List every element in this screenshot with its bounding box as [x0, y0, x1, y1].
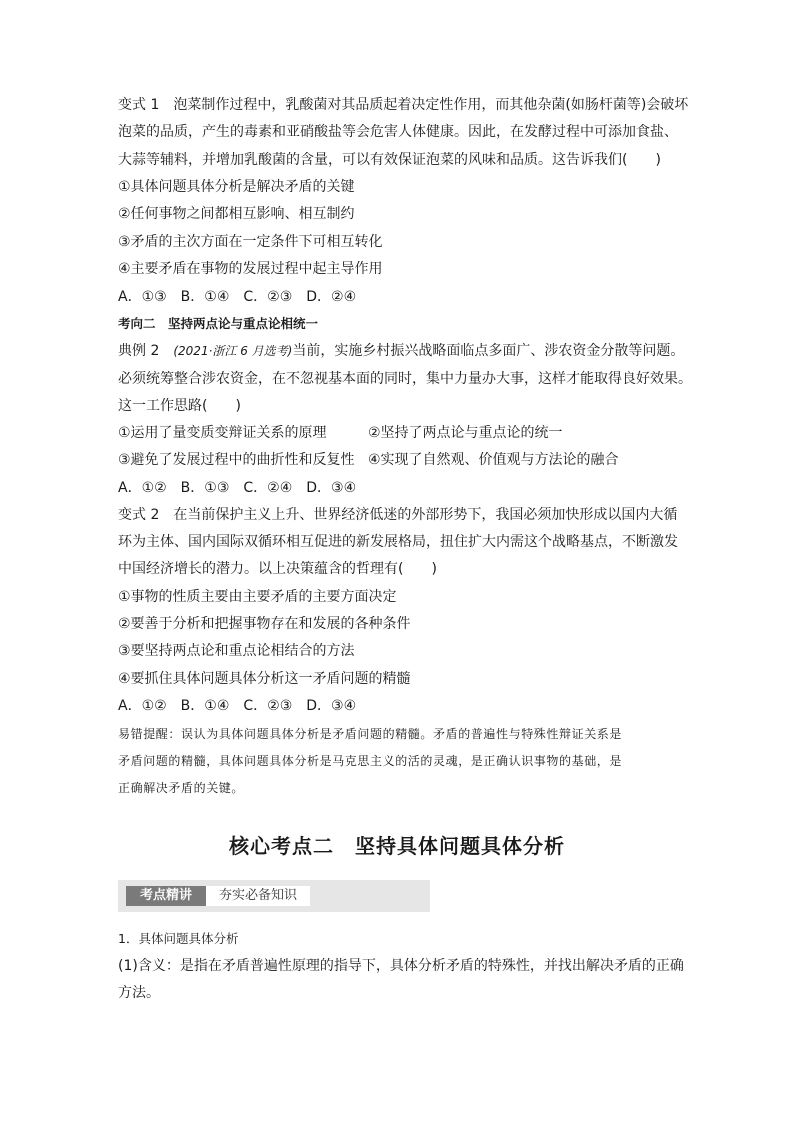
tip-line-2: 矛盾问题的精髓，具体问题具体分析是马克思主义的活的灵魂，是正确认识事物的基础，是 — [118, 754, 623, 768]
core-definition-line-2: 方法。 — [118, 985, 160, 1001]
core-definition-line-1: (1)含义：是指在矛盾普遍性原理的指导下，具体分析矛盾的特殊性，并找出解决矛盾的正确 — [118, 958, 684, 974]
tip-line-1: 易错提醒：误认为具体问题具体分析是矛盾问题的精髓。矛盾的普遍性与特殊性辩证关系是 — [118, 727, 623, 741]
banner-label-dark: 考点精讲 — [126, 886, 206, 906]
example2-option-2: ②坚持了两点论与重点论的统一 — [368, 425, 563, 441]
variant1-option-4: ④主要矛盾在事物的发展过程中起主导作用 — [118, 261, 383, 277]
variant1-line-1: 变式 1 泡菜制作过程中，乳酸菌对其品质起着决定性作用，而其他杂菌(如肠杆菌等)会破坏 — [118, 97, 689, 113]
banner-label-light: 夯实必备知识 — [206, 886, 310, 906]
example2-option-4: ④实现了自然观、价值观与方法论的融合 — [368, 452, 619, 468]
variant1-option-2: ②任何事物之间都相互影响、相互制约 — [118, 206, 355, 222]
example2-option-3: ③避免了发展过程中的曲折性和反复性 — [118, 452, 355, 468]
example2-options-row-1 — [118, 424, 563, 442]
variant2-line-1: 变式 2 在当前保护主义上升、世界经济低迷的外部形势下，我国必须加快形成以国内大循 — [118, 507, 678, 523]
tip-line-3: 正确解决矛盾的关键。 — [118, 781, 245, 795]
variant1-line-2: 泡菜的品质，产生的毒素和亚硝酸盐等会危害人体健康。因此，在发酵过程中可添加食盐、 — [118, 124, 678, 140]
variant2-option-1: ①事物的性质主要由主要矛盾的主要方面决定 — [118, 589, 397, 605]
variant2-answers: A．①② B．①④ C．②③ D．③④ — [118, 698, 357, 714]
example2-line-1-text: 当前，实施乡村振兴战略面临点多面广、涉农资金分散等问题。 — [292, 343, 685, 359]
example2-line-2: 必须统筹整合涉农资金，在不忽视基本面的同时，集中力量办大事，这样才能取得良好效果。 — [118, 371, 692, 387]
example2-line-1 — [118, 342, 684, 360]
variant1-line-3: 大蒜等辅料，并增加乳酸菌的含量，可以有效保证泡菜的风味和品质。这告诉我们( ) — [118, 152, 661, 168]
example2-answers: A．①② B．①③ C．②④ D．③④ — [118, 480, 357, 496]
example2-source: (2021·浙江 6 月选考) — [173, 344, 293, 358]
variant2-line-2: 环为主体、国内国际双循环相互促进的新发展格局，扭住扩大内需这个战略基点，不断激发 — [118, 534, 678, 550]
example2-line-3: 这一工作思路( ) — [118, 398, 241, 414]
example2-options-row-2 — [118, 451, 619, 469]
section2-heading: 考向二 坚持两点论与重点论相统一 — [118, 316, 319, 331]
example2-option-1: ①运用了量变质变辩证关系的原理 — [118, 425, 327, 441]
variant1-option-3: ③矛盾的主次方面在一定条件下可相互转化 — [118, 234, 383, 250]
core-item-1: 1．具体问题具体分析 — [118, 931, 239, 946]
example2-label: 典例 2 — [118, 343, 174, 359]
core-title: 核心考点二 坚持具体问题具体分析 — [229, 834, 565, 858]
variant1-answers: A．①③ B．①④ C．②③ D．②④ — [118, 289, 357, 305]
variant2-option-2: ②要善于分析和把握事物存在和发展的各种条件 — [118, 616, 411, 632]
variant1-option-1: ①具体问题具体分析是解决矛盾的关键 — [118, 179, 355, 195]
core-banner — [118, 880, 430, 912]
variant2-option-3: ③要坚持两点论和重点论相结合的方法 — [118, 643, 355, 659]
variant2-line-3: 中国经济增长的潜力。以上决策蕴含的哲理有( ) — [118, 561, 437, 577]
variant2-option-4: ④要抓住具体问题具体分析这一矛盾问题的精髓 — [118, 671, 411, 687]
